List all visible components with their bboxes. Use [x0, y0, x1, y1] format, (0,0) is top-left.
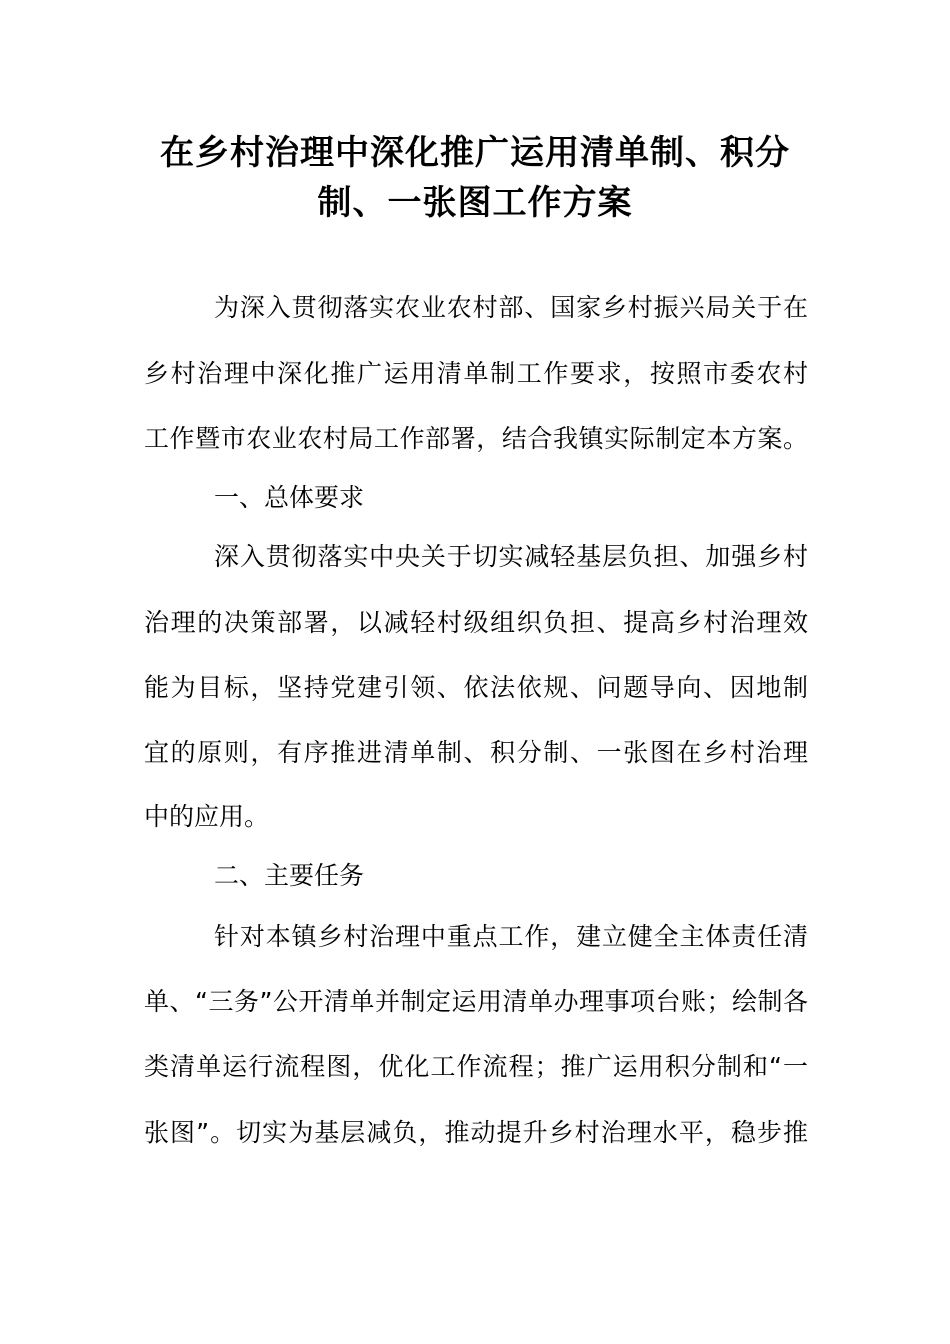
paragraph-line: 张图”。切实为基层减负，推动提升乡村治理水平，稳步推: [144, 1118, 808, 1147]
paragraph-line: 宜的原则，有序推进清单制、积分制、一张图在乡村治理: [144, 738, 808, 767]
paragraph-line: 能为目标，坚持党建引领、依法依规、问题导向、因地制: [144, 673, 808, 702]
paragraph-line: 乡村治理中深化推广运用清单制工作要求，按照市委农村: [144, 359, 808, 388]
paragraph-line: 深入贯彻落实中央关于切实减轻基层负担、加强乡村: [214, 542, 808, 571]
paragraph-line: 针对本镇乡村治理中重点工作，建立健全主体责任清: [214, 922, 808, 951]
paragraph-line: 治理的决策部署，以减轻村级组织负担、提高乡村治理效: [144, 608, 808, 637]
paragraph-line: 中的应用。: [144, 802, 270, 831]
document-title-line-1: 在乡村治理中深化推广运用清单制、积分: [160, 133, 790, 173]
document-title-line-2: 制、一张图工作方案: [317, 183, 633, 223]
paragraph-line: 为深入贯彻落实农业农村部、国家乡村振兴局关于在: [214, 293, 808, 322]
section-heading-overall-requirements: 一、总体要求: [214, 483, 365, 512]
paragraph-line: 工作暨市农业农村局工作部署，结合我镇实际制定本方案。: [144, 424, 808, 453]
paragraph-line: 单、“三务”公开清单并制定运用清单办理事项台账；绘制各: [144, 987, 808, 1016]
section-heading-main-tasks: 二、主要任务: [214, 861, 365, 890]
paragraph-line: 类清单运行流程图，优化工作流程；推广运用积分制和“一: [144, 1052, 808, 1081]
